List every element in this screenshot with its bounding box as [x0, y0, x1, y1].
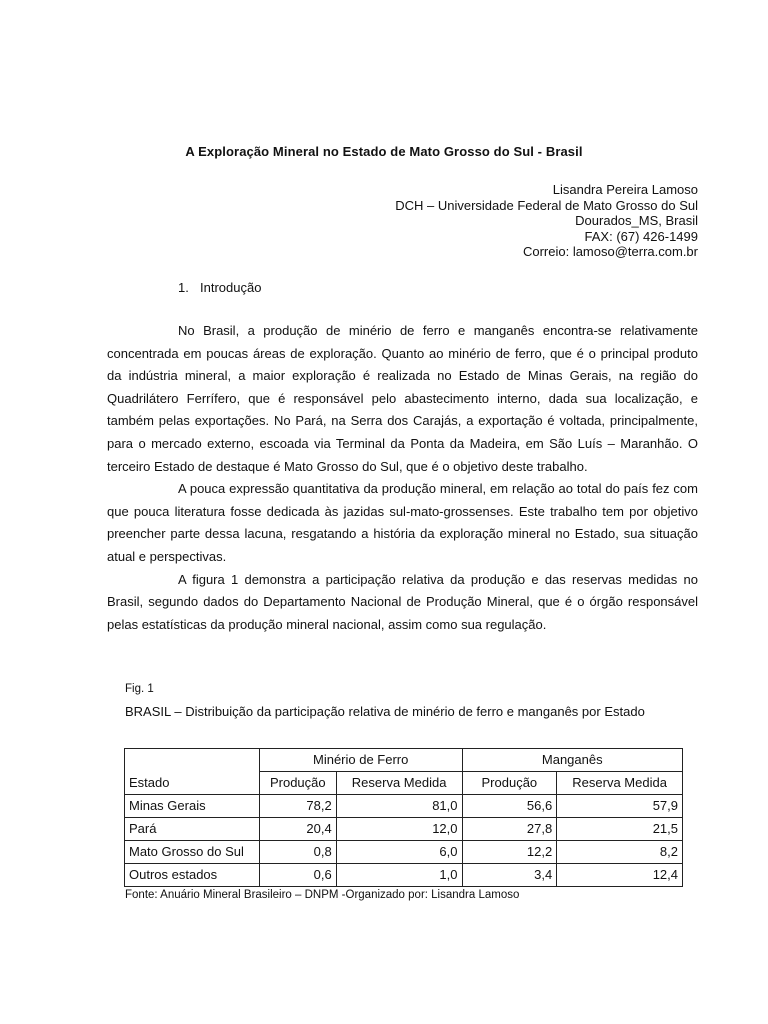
row-label: Outros estados: [125, 864, 260, 887]
section-number: 1.: [178, 280, 189, 295]
section-title: Introdução: [200, 280, 262, 295]
body-text: [107, 320, 698, 636]
group-header-manganes: Manganês: [462, 749, 683, 772]
table-cell: 12,2: [462, 841, 557, 864]
table-row: [125, 818, 683, 841]
column-header: Produção: [259, 772, 336, 795]
table-cell: 81,0: [336, 795, 462, 818]
table-row: [125, 864, 683, 887]
section-heading: [178, 280, 261, 295]
author-affiliation: DCH – Universidade Federal de Mato Grosso do Sul: [395, 197, 698, 213]
table-cell: 0,8: [259, 841, 336, 864]
table-row: [125, 841, 683, 864]
table-header-row: [125, 749, 683, 772]
column-header: Reserva Medida: [336, 772, 462, 795]
paragraph: A figura 1 demonstra a participação relativa da produção e das reservas medidas no Brasil, segundo dados do Departamento Nacional de Produção Mineral, que é o órgão responsável pelas estatísticas da produção mineral nacional, assim como sua regulação.: [107, 571, 698, 632]
column-header: Reserva Medida: [557, 772, 683, 795]
table-cell: 6,0: [336, 841, 462, 864]
table-cell: 1,0: [336, 864, 462, 887]
table-cell: 56,6: [462, 795, 557, 818]
table-cell: 8,2: [557, 841, 683, 864]
author-fax: FAX: (67) 426-1499: [584, 228, 698, 244]
table-cell: 12,0: [336, 818, 462, 841]
author-block: [278, 182, 698, 260]
row-label: Mato Grosso do Sul: [125, 841, 260, 864]
table-source: Fonte: Anuário Mineral Brasileiro – DNPM -Organizado por: Lisandra Lamoso: [125, 889, 520, 901]
table-cell: 20,4: [259, 818, 336, 841]
table-row: [125, 795, 683, 818]
column-header-estado: Estado: [125, 749, 260, 795]
column-header: Produção: [462, 772, 557, 795]
table-cell: 21,5: [557, 818, 683, 841]
author-email: Correio: lamoso@terra.com.br: [522, 244, 698, 260]
row-label: Pará: [125, 818, 260, 841]
row-label: Minas Gerais: [125, 795, 260, 818]
group-header-ferro: Minério de Ferro: [259, 749, 462, 772]
author-name: Lisandra Pereira Lamoso: [552, 182, 698, 197]
paragraph: No Brasil, a produção de minério de ferro e manganês encontra-se relativamente concentrada em poucas áreas de exploração. Quanto ao minério de ferro, que é o principal produto da indústria mineral, a maior exploração é realizada no Estado de Minas Gerais, na região do Quadrilátero Ferrífero, que é responsável pelo abastecimento interno, dada sua localização, e também pelas exportações. No Pará, na Serra dos Carajás, a exportação é voltada, principalmente, para o mercado externo, escoada via Terminal da Ponta da Madeira, em São Luís – Maranhão. O terceiro Estado de destaque é Mato Grosso do Sul, que é o objetivo deste trabalho.: [107, 323, 698, 474]
table-cell: 12,4: [557, 864, 683, 887]
table-cell: 3,4: [462, 864, 557, 887]
page-title: A Exploração Mineral no Estado de Mato Grosso do Sul - Brasil: [185, 144, 583, 159]
data-table: [124, 748, 683, 887]
paragraph: A pouca expressão quantitativa da produção mineral, em relação ao total do país fez com que pouca literatura fosse dedicada às jazidas sul-mato-grossenses. Este trabalho tem por objetivo preencher parte dessa lacuna, resgatando a história da exploração mineral no Estado, sua situação atual e perspectivas.: [107, 481, 698, 564]
table-cell: 0,6: [259, 864, 336, 887]
table-cell: 27,8: [462, 818, 557, 841]
figure-caption: BRASIL – Distribuição da participação relativa de minério de ferro e manganês por Estado: [125, 704, 645, 719]
author-location: Dourados_MS, Brasil: [575, 213, 698, 229]
table-cell: 78,2: [259, 795, 336, 818]
figure-label: Fig. 1: [125, 683, 154, 695]
table-cell: 57,9: [557, 795, 683, 818]
